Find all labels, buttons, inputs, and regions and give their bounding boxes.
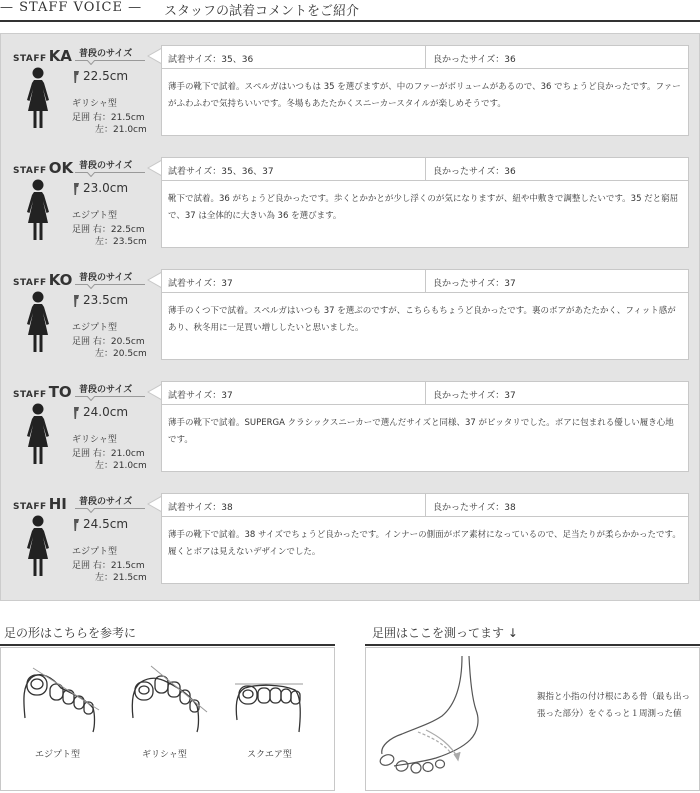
card-header bbox=[162, 494, 688, 517]
notch-icon bbox=[87, 284, 95, 289]
staff-word: STAFF bbox=[13, 278, 47, 288]
staff-profile bbox=[1, 146, 153, 258]
foot-measure-illustration bbox=[366, 648, 536, 790]
staff-row-ko bbox=[1, 258, 700, 370]
foot-measure-title-text: 足囲はここを測ってます bbox=[372, 626, 505, 640]
good-size-prefix: 良かったサイズ： bbox=[433, 279, 505, 289]
staff-word: STAFF bbox=[13, 54, 47, 64]
tried-size-prefix: 試着サイズ： bbox=[168, 503, 222, 513]
measure-left-prefix: 左： bbox=[95, 461, 114, 471]
header-divider bbox=[425, 270, 426, 293]
measure-right-value: 21.5cm bbox=[110, 561, 145, 571]
foot-type: ギリシャ型 bbox=[72, 435, 117, 445]
usual-size-value: 23.5cm bbox=[83, 293, 129, 307]
tried-size bbox=[168, 388, 233, 401]
usual-size-underline bbox=[75, 172, 145, 173]
tried-size-prefix: 試着サイズ： bbox=[168, 279, 222, 289]
good-size-value: 36 bbox=[504, 55, 516, 65]
notch-icon bbox=[87, 396, 95, 401]
good-size-value: 36 bbox=[504, 167, 516, 177]
staff-label bbox=[13, 270, 72, 289]
woman-figure-icon bbox=[24, 179, 52, 241]
staff-comment: 薄手の靴下で試着。スペルガはいつもは 35 を選びますが、中のファーがボリュームがあるので、36 でちょうど良かったです。ファーがふわふわで気持ちいいです。冬場もあたたかくスニーカースタイルが楽しめそうです。 bbox=[168, 82, 681, 109]
usual-size-underline bbox=[75, 60, 145, 61]
notch-icon bbox=[87, 508, 95, 513]
staff-comment: 靴下で試着。36 がちょうど良かったです。歩くとかかとが少し浮くのが気になりますが、紐や中敷きで調整したいです。35 だと窮屈で、37 は全体的に大きい為 36 を選びます。 bbox=[168, 194, 679, 221]
comment-card bbox=[161, 269, 689, 360]
heel-icon bbox=[73, 183, 80, 195]
staff-comment: 薄手の靴下で試着。SUPERGA クラシックスニーカーで選んだサイズと同様、37 がピッタリでした。ボアに包まれる優しい履き心地です。 bbox=[168, 418, 674, 445]
woman-figure-icon bbox=[24, 403, 52, 465]
good-size bbox=[433, 52, 516, 65]
foot-measure-title bbox=[372, 624, 518, 641]
card-pointer-icon bbox=[147, 48, 162, 64]
measure-left-value: 21.0cm bbox=[113, 125, 147, 135]
foot-side-icon bbox=[379, 656, 478, 773]
comment-card bbox=[161, 381, 689, 472]
staff-row-to bbox=[1, 370, 700, 482]
foot-measure-note: 親指と小指の付け根にある骨（最も出っ張った部分）をぐるっと１周測った値 bbox=[537, 692, 691, 719]
staff-label bbox=[13, 494, 67, 513]
tried-size-value: 37 bbox=[221, 391, 233, 401]
measure-left-prefix: 左： bbox=[95, 573, 114, 583]
measure-right-prefix: 足囲 右： bbox=[72, 337, 111, 347]
header-divider bbox=[425, 382, 426, 405]
staff-comment: 薄手のくつ下で試着。スペルガはいつも 37 を選ぶのですが、こちらもちょうど良かったです。裏のボアがあたたかく、フィット感があり、秋冬用に一足買い増ししたいと思いました。 bbox=[168, 306, 676, 333]
measure-left-value: 21.0cm bbox=[113, 461, 147, 471]
card-pointer-icon bbox=[147, 496, 162, 512]
staff-voice-list bbox=[0, 33, 700, 601]
card-pointer-icon bbox=[147, 160, 162, 176]
comment-card bbox=[161, 157, 689, 248]
measure-right-value: 22.5cm bbox=[110, 225, 145, 235]
good-size-value: 37 bbox=[504, 391, 516, 401]
measure-right-prefix: 足囲 右： bbox=[72, 561, 111, 571]
foot-measure-left bbox=[95, 346, 147, 359]
usual-size-underline bbox=[75, 508, 145, 509]
foot-type: エジプト型 bbox=[72, 323, 118, 333]
usual-size-label: 普段のサイズ bbox=[79, 273, 133, 283]
notch-icon bbox=[87, 172, 95, 177]
tried-size-value: 38 bbox=[221, 503, 233, 513]
foot-type-label-greek: ギリシャ型 bbox=[142, 750, 187, 760]
measure-line-icon bbox=[418, 730, 460, 760]
good-size-value: 37 bbox=[504, 279, 516, 289]
foot-shapes-illustration bbox=[1, 648, 334, 790]
card-header bbox=[162, 158, 688, 181]
woman-figure-icon bbox=[24, 515, 52, 577]
egyptian-foot-icon bbox=[24, 668, 99, 732]
tried-size bbox=[168, 500, 233, 513]
header-divider bbox=[425, 494, 426, 517]
measure-right-prefix: 足囲 右： bbox=[72, 225, 111, 235]
notch-icon bbox=[87, 60, 95, 65]
staff-profile bbox=[1, 370, 153, 482]
tried-size bbox=[168, 52, 253, 65]
comment-card bbox=[161, 45, 689, 136]
usual-size-value: 24.5cm bbox=[83, 517, 129, 531]
woman-figure-icon bbox=[24, 67, 52, 129]
foot-measure-rule bbox=[365, 644, 700, 646]
section-title-en: — STAFF VOICE — bbox=[0, 0, 143, 15]
staff-profile bbox=[1, 258, 153, 370]
usual-size-value: 24.0cm bbox=[83, 405, 129, 419]
card-header bbox=[162, 46, 688, 69]
staff-word: STAFF bbox=[13, 166, 47, 176]
usual-size-value: 22.5cm bbox=[83, 69, 129, 83]
staff-code: KO bbox=[48, 271, 73, 289]
staff-word: STAFF bbox=[13, 502, 47, 512]
usual-size-label: 普段のサイズ bbox=[79, 497, 133, 507]
heel-icon bbox=[73, 407, 80, 419]
staff-label bbox=[13, 46, 72, 65]
foot-type: エジプト型 bbox=[72, 547, 118, 557]
staff-profile bbox=[1, 482, 153, 594]
section-title-jp: スタッフの試着コメントをご紹介 bbox=[164, 4, 360, 19]
foot-measure-left bbox=[95, 458, 147, 471]
usual-size-label: 普段のサイズ bbox=[79, 49, 133, 59]
good-size bbox=[433, 164, 516, 177]
measure-left-prefix: 左： bbox=[95, 125, 114, 135]
foot-shape-panel bbox=[0, 647, 335, 791]
staff-comment: 薄手の靴下で試着。38 サイズでちょうど良かったです。インナーの側面がボア素材になっているので、足当たりが柔らかかったです。履くとボアは見えないデザインでした。 bbox=[168, 530, 681, 557]
tried-size-prefix: 試着サイズ： bbox=[168, 55, 222, 65]
good-size-prefix: 良かったサイズ： bbox=[433, 391, 505, 401]
arrow-down-icon: ↓ bbox=[507, 626, 518, 640]
good-size-prefix: 良かったサイズ： bbox=[433, 503, 505, 513]
staff-word: STAFF bbox=[13, 390, 47, 400]
staff-profile bbox=[1, 34, 153, 146]
measure-right-value: 20.5cm bbox=[110, 337, 145, 347]
staff-code: KA bbox=[48, 47, 72, 65]
measure-left-prefix: 左： bbox=[95, 349, 114, 359]
measure-right-prefix: 足囲 右： bbox=[72, 113, 111, 123]
page-header bbox=[0, 0, 700, 22]
staff-label bbox=[13, 158, 73, 177]
measure-left-value: 20.5cm bbox=[113, 349, 147, 359]
usual-size-underline bbox=[75, 284, 145, 285]
staff-code: HI bbox=[48, 495, 67, 513]
good-size bbox=[433, 500, 516, 513]
foot-type: エジプト型 bbox=[72, 211, 118, 221]
foot-shape-rule bbox=[0, 644, 335, 646]
foot-shape-title: 足の形はこちらを参考に bbox=[4, 626, 137, 640]
measure-right-prefix: 足囲 右： bbox=[72, 449, 111, 459]
good-size bbox=[433, 276, 516, 289]
comment-card bbox=[161, 493, 689, 584]
header-divider bbox=[425, 158, 426, 181]
greek-foot-icon bbox=[132, 666, 207, 732]
woman-figure-icon bbox=[24, 291, 52, 353]
tried-size-value: 35、36 bbox=[221, 55, 254, 65]
good-size bbox=[433, 388, 516, 401]
measure-left-value: 23.5cm bbox=[113, 237, 147, 247]
card-pointer-icon bbox=[147, 384, 162, 400]
foot-measure-left bbox=[95, 234, 147, 247]
foot-type-label-egypt: エジプト型 bbox=[35, 750, 81, 760]
measure-left-value: 21.5cm bbox=[113, 573, 147, 583]
usual-size-label: 普段のサイズ bbox=[79, 385, 133, 395]
tried-size bbox=[168, 276, 233, 289]
good-size-prefix: 良かったサイズ： bbox=[433, 167, 505, 177]
foot-measure-left bbox=[95, 570, 147, 583]
square-foot-icon bbox=[235, 684, 303, 732]
good-size-value: 38 bbox=[504, 503, 516, 513]
card-pointer-icon bbox=[147, 272, 162, 288]
heel-icon bbox=[73, 71, 80, 83]
tried-size bbox=[168, 164, 274, 177]
usual-size-label: 普段のサイズ bbox=[79, 161, 133, 171]
good-size-prefix: 良かったサイズ： bbox=[433, 55, 505, 65]
staff-code: OK bbox=[48, 159, 74, 177]
foot-type: ギリシャ型 bbox=[72, 99, 117, 109]
foot-measure-left bbox=[95, 122, 147, 135]
header-divider bbox=[425, 46, 426, 69]
measure-right-value: 21.0cm bbox=[110, 449, 145, 459]
heel-icon bbox=[73, 295, 80, 307]
tried-size-prefix: 試着サイズ： bbox=[168, 391, 222, 401]
staff-code: TO bbox=[48, 383, 72, 401]
staff-label bbox=[13, 382, 72, 401]
tried-size-value: 37 bbox=[221, 279, 233, 289]
measure-right-value: 21.5cm bbox=[110, 113, 145, 123]
tried-size-prefix: 試着サイズ： bbox=[168, 167, 222, 177]
card-header bbox=[162, 382, 688, 405]
heel-icon bbox=[73, 519, 80, 531]
staff-row-hi bbox=[1, 482, 700, 594]
usual-size-underline bbox=[75, 396, 145, 397]
staff-row-ok bbox=[1, 146, 700, 258]
measure-left-prefix: 左： bbox=[95, 237, 114, 247]
card-header bbox=[162, 270, 688, 293]
staff-row-ka bbox=[1, 34, 700, 146]
usual-size-value: 23.0cm bbox=[83, 181, 129, 195]
tried-size-value: 35、36、37 bbox=[221, 167, 274, 177]
foot-type-label-square: スクエア型 bbox=[247, 750, 292, 760]
